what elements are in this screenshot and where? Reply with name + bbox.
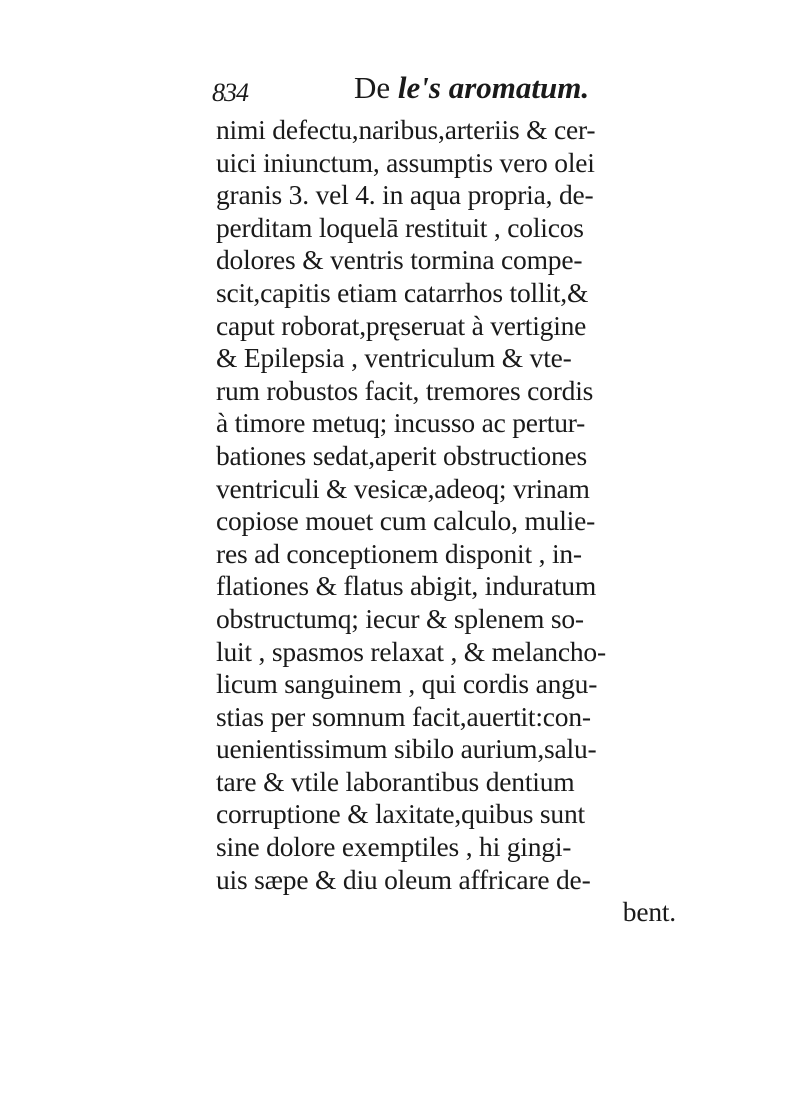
text-line: stias per somnum facit,auertit:con- xyxy=(216,700,591,732)
text-line: à timore metuq; incusso ac pertur- xyxy=(216,407,586,439)
text-line: sine dolore exemptiles , hi gingi- xyxy=(216,831,572,863)
text-line: rum robustos facit, tremores cordis xyxy=(216,374,594,406)
text-line: luit , spasmos relaxat , & melancho- xyxy=(216,635,606,667)
text-line: & Epilepsia , ventriculum & vte- xyxy=(216,342,572,374)
text-line: perditam loquelā restituit , colicos xyxy=(216,211,584,243)
page-number: 834 xyxy=(212,78,248,107)
text-line: uici iniunctum, assumptis vero olei xyxy=(216,146,595,178)
text-line: uis sæpe & diu oleum affricare de- xyxy=(216,863,591,895)
text-line: flationes & flatus abigit, induratum xyxy=(216,570,597,602)
text-line: copiose mouet cum calculo, mulie- xyxy=(216,505,596,537)
text-line: licum sanguinem , qui cordis angu- xyxy=(216,668,598,700)
text-line: nimi defectu,naribus,arteriis & cer- xyxy=(216,114,596,145)
body-text xyxy=(216,114,686,929)
running-head xyxy=(354,70,589,106)
running-head-upright: De xyxy=(354,70,398,105)
text-line: caput roborat,pręseruat à vertigine xyxy=(216,309,587,341)
text-line: ventriculi & vesicæ,adeoq; vrinam xyxy=(216,472,590,504)
text-line: obstructumq; iecur & splenem so- xyxy=(216,602,584,634)
text-line: dolores & ventris tormina compe- xyxy=(216,244,583,276)
catchword: bent. xyxy=(622,896,676,928)
text-line: res ad conceptionem disponit , in- xyxy=(216,537,582,569)
text-line: tare & vtile laborantibus dentium xyxy=(216,765,575,797)
page-header xyxy=(212,70,682,114)
running-head-italic: le's aromatum. xyxy=(397,70,590,105)
text-line: bationes sedat,aperit obstructiones xyxy=(216,439,588,471)
text-line: corruptione & laxitate,quibus sunt xyxy=(216,798,585,830)
text-line: scit,capitis etiam catarrhos tollit,& xyxy=(216,276,589,308)
text-line: uenientissimum sibilo aurium,salu- xyxy=(216,733,597,765)
text-line: granis 3. vel 4. in aqua propria, de- xyxy=(216,179,594,211)
